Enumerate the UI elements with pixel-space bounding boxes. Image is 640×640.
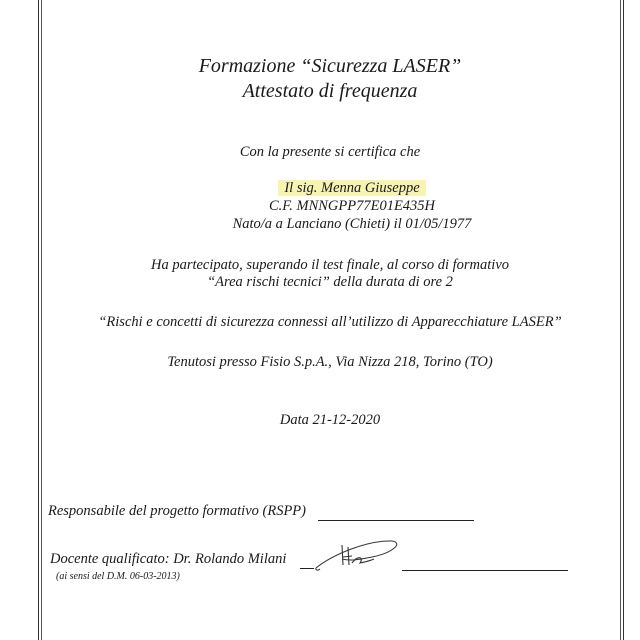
certificate-title: Formazione “Sicurezza LASER” <box>198 55 462 77</box>
participation-line-1: Ha partecipato, superando il test finale, al corso di formativo <box>150 257 510 273</box>
person-name-row <box>40 180 620 197</box>
teacher-note: (ai sensi del D.M. 06-03-2013) <box>56 571 180 582</box>
birth-info: Nato/a a Lanciano (Chieti) il 01/05/1977 <box>232 216 472 232</box>
fiscal-code: C.F. MNNGPP77E01E435H <box>268 198 436 214</box>
participation-line-2: “Area rischi tecnici” della durata di ore 2 <box>207 274 453 290</box>
course-location: Tenutosi presso Fisio S.p.A., Via Nizza 218, Torino (TO) <box>167 354 493 370</box>
rspp-signature-line <box>318 520 474 521</box>
certificate-subtitle: Attestato di frequenza <box>242 80 418 102</box>
course-title: “Rischi e concetti di sicurezza connessi all’utilizzo di Apparecchiature LASER” <box>98 314 562 330</box>
teacher-label: Docente qualificato: Dr. Rolando Milani <box>50 551 287 567</box>
page-border-right <box>620 0 624 640</box>
certificate-date: Data 21-12-2020 <box>279 412 381 428</box>
intro-text: Con la presente si certifica che <box>239 144 421 160</box>
teacher-signature <box>312 535 402 575</box>
rspp-label: Responsabile del progetto formativo (RSPP) <box>48 503 306 519</box>
teacher-signature-line <box>402 570 568 571</box>
person-name: Il sig. Menna Giuseppe <box>278 180 425 196</box>
